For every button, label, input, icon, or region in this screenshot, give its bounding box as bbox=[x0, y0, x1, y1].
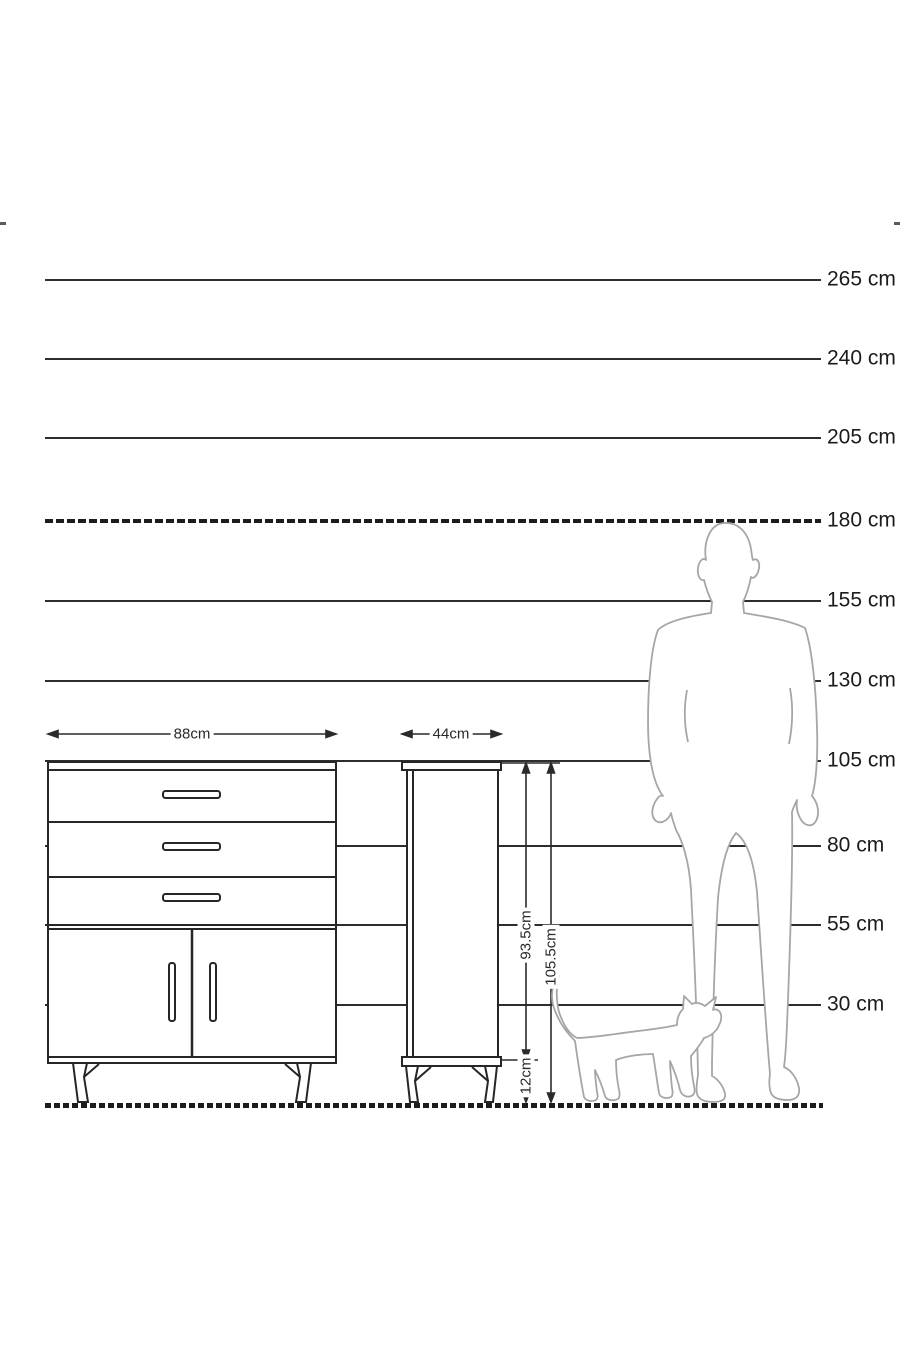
drawer-handle bbox=[163, 843, 220, 850]
side-cabinet-top-board bbox=[402, 762, 501, 770]
door-handle bbox=[169, 963, 175, 1021]
wide-cabinet-drawing bbox=[48, 762, 336, 1102]
arrowhead bbox=[491, 731, 501, 738]
arrowhead bbox=[548, 763, 555, 773]
arrowhead bbox=[326, 731, 336, 738]
side-cabinet-body bbox=[407, 770, 498, 1057]
dimension-label-leg-height: 12cm bbox=[518, 1055, 535, 1098]
arrowhead bbox=[48, 731, 58, 738]
height-label-265: 265 cm bbox=[827, 267, 896, 291]
arrowhead bbox=[523, 763, 530, 773]
dimension-label-width: 88cm bbox=[171, 726, 214, 743]
dimension-label-depth: 44cm bbox=[430, 726, 473, 743]
height-label-205: 205 cm bbox=[827, 425, 896, 449]
height-label-80: 80 cm bbox=[827, 833, 885, 857]
dimension-label-total-height: 105.5cm bbox=[543, 925, 560, 989]
height-label-240: 240 cm bbox=[827, 346, 896, 370]
height-label-30: 30 cm bbox=[827, 992, 885, 1016]
height-label-130: 130 cm bbox=[827, 668, 896, 692]
height-label-55: 55 cm bbox=[827, 912, 885, 936]
wide-cabinet-legs bbox=[73, 1063, 311, 1102]
arrowhead bbox=[548, 1093, 555, 1102]
side-cabinet-legs bbox=[406, 1066, 497, 1102]
height-label-155: 155 cm bbox=[827, 588, 896, 612]
door-handle bbox=[210, 963, 216, 1021]
dimension-label-body-height: 93.5cm bbox=[518, 907, 535, 962]
side-cabinet-bottom-board bbox=[402, 1057, 501, 1066]
man-silhouette bbox=[648, 523, 818, 1102]
drawer-handle bbox=[163, 894, 220, 901]
side-cabinet-drawing bbox=[402, 762, 501, 1102]
arrowhead bbox=[402, 731, 412, 738]
drawer-handle bbox=[163, 791, 220, 798]
height-label-105: 105 cm bbox=[827, 748, 896, 772]
height-label-180: 180 cm bbox=[827, 508, 896, 532]
